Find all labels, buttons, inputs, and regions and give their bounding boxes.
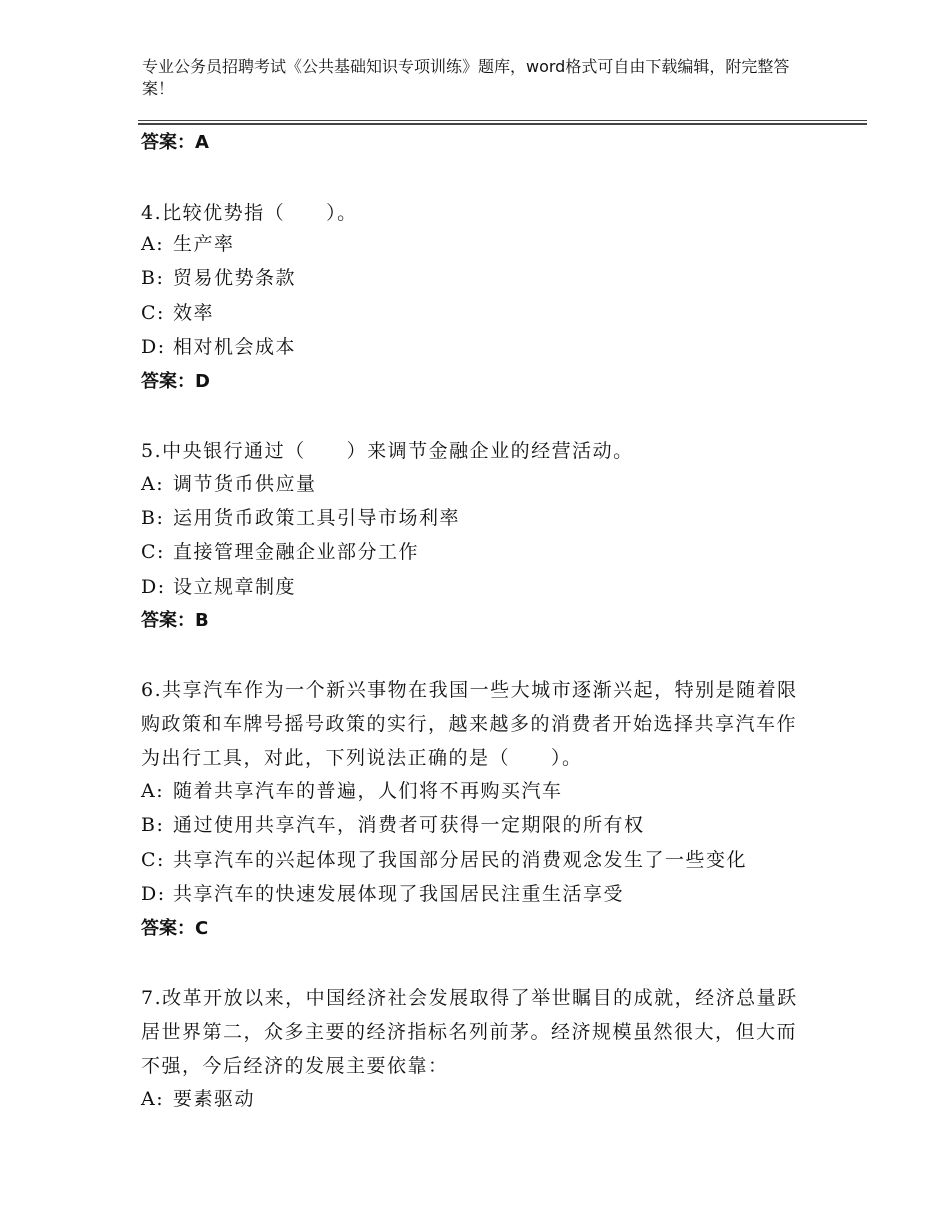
- option-letter: D:: [141, 883, 166, 905]
- question-4-option-a: [141, 232, 841, 256]
- option-text: 相对机会成本: [173, 336, 297, 358]
- question-7-stem: 7.改革开放以来，中国经济社会发展取得了举世瞩目的成就，经济总量跃居世界第二，众多主要的经济指标名列前茅。经济规模虽然很大，但大而不强，今后经济的发展主要依靠：: [141, 987, 798, 1077]
- question-5-option-d: [141, 575, 841, 599]
- question-6-answer: 答案：C: [141, 918, 209, 939]
- header-divider: [138, 120, 867, 121]
- option-text: 共享汽车的兴起体现了我国部分居民的消费观念发生了一些变化: [173, 849, 748, 871]
- question-4-option-c: [141, 301, 841, 325]
- option-letter: A:: [141, 233, 165, 255]
- option-text: 效率: [173, 302, 215, 324]
- option-letter: A:: [141, 473, 165, 495]
- question-4-option-d: [141, 335, 841, 359]
- option-text: 要素驱动: [173, 1088, 256, 1110]
- question-6-option-c: [141, 848, 841, 872]
- question-6-option-b: [141, 813, 841, 837]
- question-7-option-a: [141, 1087, 841, 1111]
- question-5-stem: 5.中央银行通过（ ）来调节金融企业的经营活动。: [141, 440, 634, 462]
- option-text: 随着共享汽车的普遍，人们将不再购买汽车: [173, 780, 563, 802]
- option-text: 生产率: [173, 233, 235, 255]
- option-text: 贸易优势条款: [173, 267, 297, 289]
- question-6-stem: 6.共享汽车作为一个新兴事物在我国一些大城市逐渐兴起，特别是随着限购政策和车牌号摇号政策的实行，越来越多的消费者开始选择共享汽车作为出行工具，对此，下列说法正确的是（ ）。: [141, 679, 798, 769]
- option-letter: D:: [141, 336, 166, 358]
- option-letter: C:: [141, 302, 165, 324]
- question-6-option-a: [141, 779, 841, 803]
- option-letter: B:: [141, 814, 165, 836]
- option-text: 共享汽车的快速发展体现了我国居民注重生活享受: [173, 883, 625, 905]
- option-letter: C:: [141, 541, 165, 563]
- question-6-option-d: [141, 882, 841, 906]
- option-text: 运用货币政策工具引导市场利率: [173, 507, 461, 529]
- option-text: 调节货币供应量: [173, 473, 317, 495]
- option-letter: D:: [141, 576, 166, 598]
- option-text: 通过使用共享汽车，消费者可获得一定期限的所有权: [173, 814, 645, 836]
- option-letter: B:: [141, 267, 165, 289]
- question-4-answer: 答案：D: [141, 371, 210, 392]
- document-header: 专业公务员招聘考试《公共基础知识专项训练》题库，word格式可自由下载编辑，附完整答案！: [142, 57, 790, 98]
- option-text: 设立规章制度: [173, 576, 297, 598]
- option-letter: B:: [141, 507, 165, 529]
- option-text: 直接管理金融企业部分工作: [173, 541, 420, 563]
- answer-label: 答案：A: [141, 132, 209, 153]
- question-5-option-b: [141, 506, 841, 530]
- option-letter: C:: [141, 849, 165, 871]
- question-5-option-a: [141, 472, 841, 496]
- question-5-answer: 答案：B: [141, 610, 209, 631]
- question-4-option-b: [141, 266, 841, 290]
- question-5-option-c: [141, 540, 841, 564]
- option-letter: A:: [141, 780, 165, 802]
- header-divider-thick: [138, 123, 867, 125]
- option-letter: A:: [141, 1088, 165, 1110]
- question-4-stem: 4.比较优势指（ ）。: [141, 202, 358, 224]
